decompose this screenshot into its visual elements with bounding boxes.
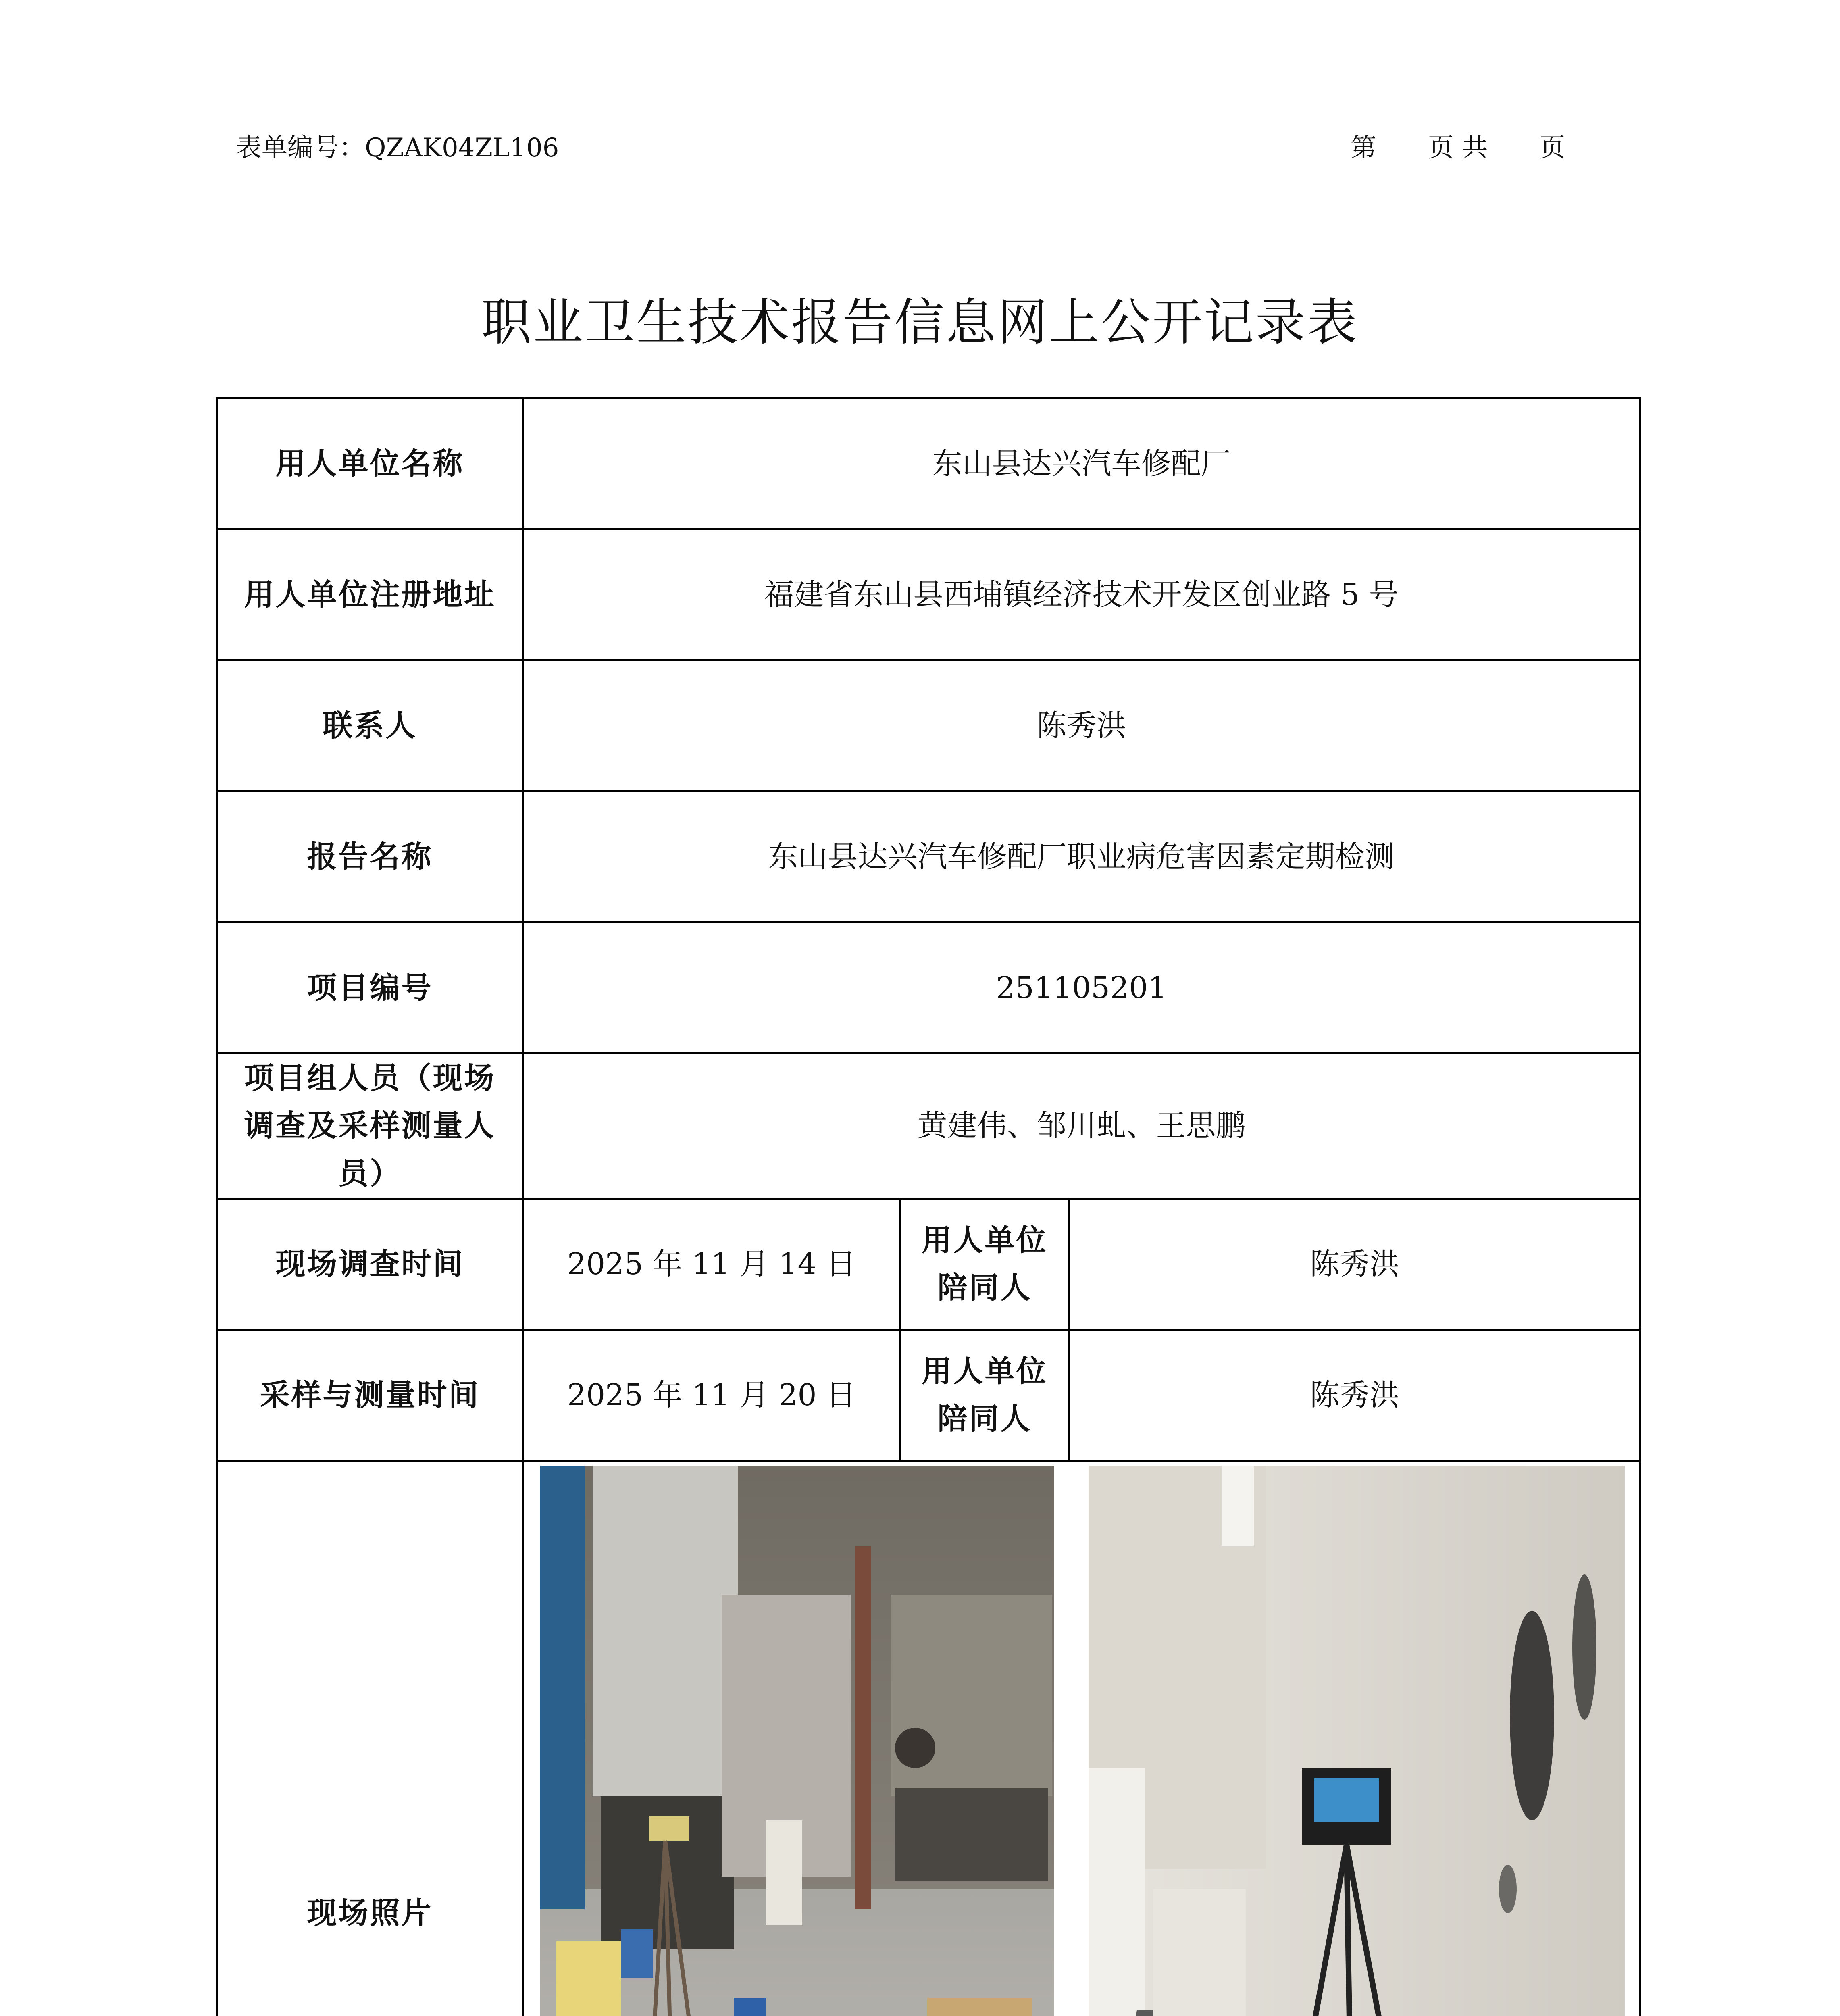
row-survey [217,1199,1640,1330]
employer-name-value: 东山县达兴汽车修配厂 [523,398,1640,529]
row-team [217,1054,1640,1199]
sampling-time-label: 采样与测量时间 [217,1330,523,1461]
employer-name-label: 用人单位名称 [217,398,523,529]
report-name-value: 东山县达兴汽车修配厂职业病危害因素定期检测 [523,791,1640,923]
row-photos [217,1461,1640,2016]
row-employer-address [217,529,1640,660]
row-contact [217,660,1640,791]
sampling-escort: 陈秀洪 [1070,1330,1640,1461]
document-title: 职业卫生技术报告信息网上公开记录表 [481,294,1359,352]
survey-date: 2025 年 11 月 14 日 [523,1199,900,1330]
row-project-no [217,923,1640,1054]
page-info: 第 页 共 页 [1351,133,1565,163]
site-photo-spray-booth [1089,1466,1625,2016]
sampling-date: 2025 年 11 月 20 日 [523,1330,900,1461]
team-value: 黄建伟、邹川虬、王思鹏 [523,1054,1640,1199]
row-report-name [217,791,1640,923]
team-label: 项目组人员（现场调查及采样测量人员） [217,1054,523,1199]
contact-label: 联系人 [217,660,523,791]
form-number: 表单编号：QZAK04ZL106 [236,133,559,163]
row-sampling [217,1330,1640,1461]
report-name-label: 报告名称 [217,791,523,923]
employer-address-label: 用人单位注册地址 [217,529,523,660]
photos-label: 现场照片 [217,1461,523,2016]
row-employer-name [217,398,1640,529]
project-no-label: 项目编号 [217,923,523,1054]
survey-time-label: 现场调查时间 [217,1199,523,1330]
photos-cell [523,1461,1640,2016]
contact-value: 陈秀洪 [523,660,1640,791]
sampling-escort-label: 用人单位陪同人 [900,1330,1070,1461]
employer-address-value: 福建省东山县西埔镇经济技术开发区创业路 5 号 [523,529,1640,660]
record-table [216,397,1641,2016]
survey-escort: 陈秀洪 [1070,1199,1640,1330]
site-photo-workshop [540,1466,1054,2016]
survey-escort-label: 用人单位陪同人 [900,1199,1070,1330]
project-no-value: 251105201 [523,923,1640,1054]
